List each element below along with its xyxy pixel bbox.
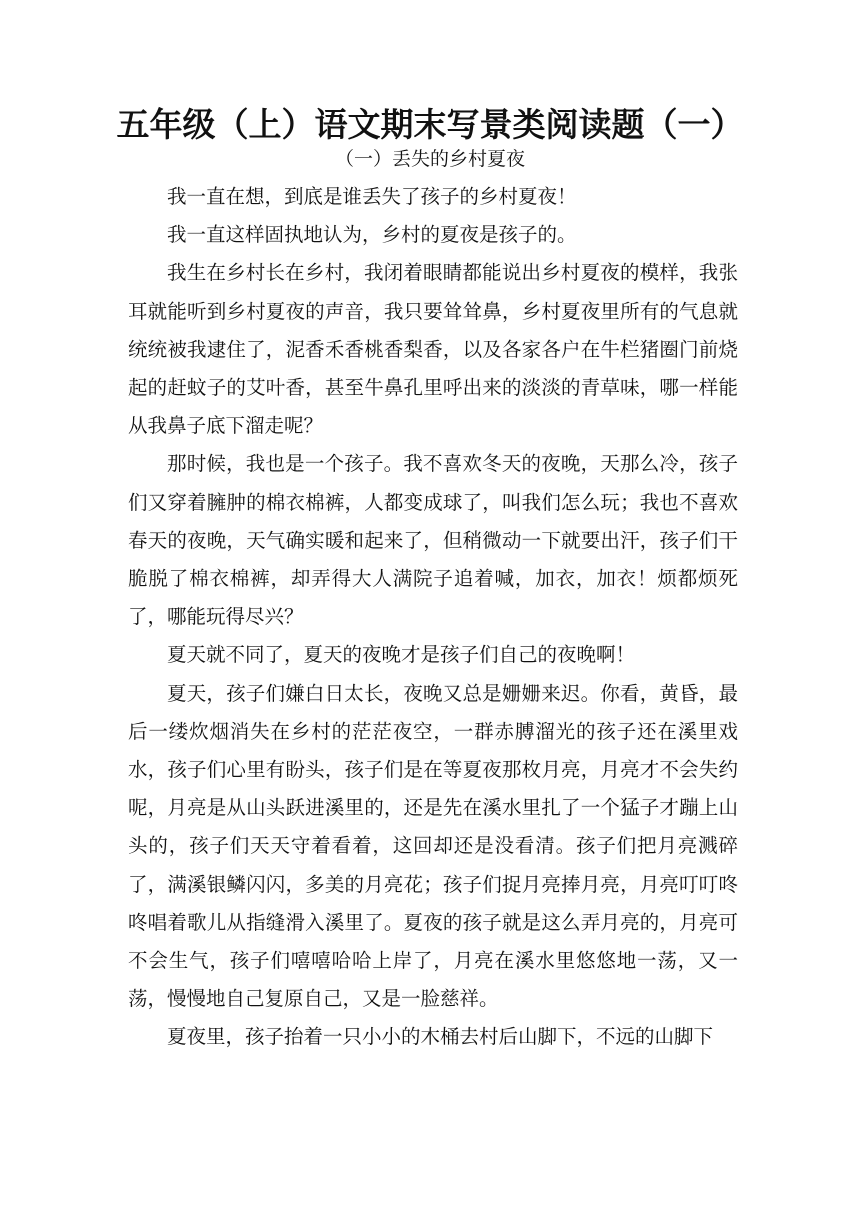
page-title: 五年级（上）语文期末写景类阅读题（一） xyxy=(116,105,744,144)
paragraph: 那时候，我也是一个孩子。我不喜欢冬天的夜晚，天那么冷，孩子们又穿着臃肿的棉衣棉裤，人都变成球了，叫我们怎么玩；我也不喜欢春天的夜晚，天气确实暖和起来了，但稍微动一下就要出汗，孩子们干脆脱了棉衣棉裤，却弄得大人满院子追着喊，加衣，加衣！烦都烦死了，哪能玩得尽兴？ xyxy=(128,452,738,629)
paragraph: 我一直这样固执地认为，乡村的夏夜是孩子的。 xyxy=(167,223,577,247)
paragraph: 夏天，孩子们嫌白日太长，夜晚又总是姗姗来迟。你看，黄昏，最后一缕炊烟消失在乡村的茫茫夜空，一群赤膊溜光的孩子还在溪里戏水，孩子们心里有盼头，孩子们是在等夏夜那枚月亮，月亮才不会失约呢，月亮是从山头跃进溪里的，还是先在溪水里扎了一个猛子才蹦上山头的，孩子们天天守着看着，这回却还是没看清。孩子们把月亮溅碎了，满溪银鳞闪闪，多美的月亮花；孩子们捉月亮捧月亮，月亮叮叮咚咚唱着歌儿从指缝滑入溪里了。夏夜的孩子就是这么弄月亮的，月亮可不会生气，孩子们嘻嘻哈哈上岸了，月亮在溪水里悠悠地一荡，又一荡，慢慢地自己复原自己，又是一脸慈祥。 xyxy=(128,681,738,1011)
section-subtitle: （一）丢失的乡村夏夜 xyxy=(334,148,525,170)
paragraph: 夏夜里，孩子抬着一只小小的木桶去村后山脚下，不远的山脚下 xyxy=(167,1025,714,1049)
paragraph: 夏天就不同了，夏天的夜晚才是孩子们自己的夜晚啊！ xyxy=(167,643,636,667)
paragraph: 我生在乡村长在乡村，我闭着眼睛都能说出乡村夏夜的模样，我张耳就能听到乡村夏夜的声音，我只要耸耸鼻，乡村夏夜里所有的气息就统统被我逮住了，泥香禾香桃香梨香，以及各家各户在牛栏猪圈门前烧起的赶蚊子的艾叶香，甚至牛鼻孔里呼出来的淡淡的青草味，哪一样能从我鼻子底下溜走呢？ xyxy=(128,261,738,438)
article-body xyxy=(128,178,738,1057)
paragraph: 我一直在想，到底是谁丢失了孩子的乡村夏夜！ xyxy=(167,185,577,208)
